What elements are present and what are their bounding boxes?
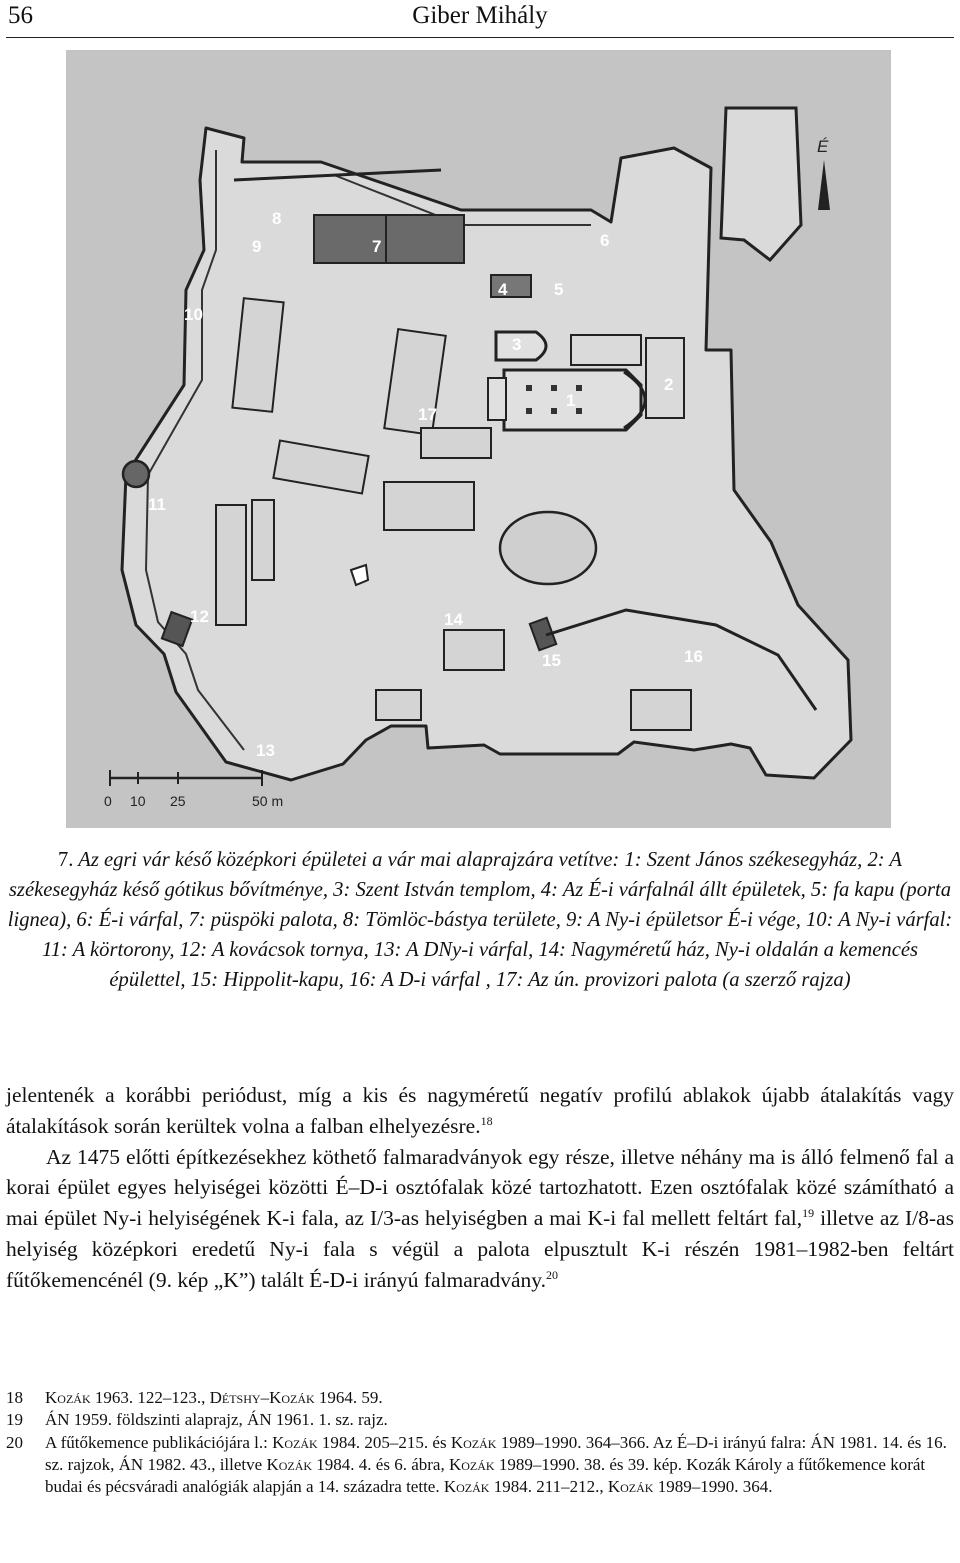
scale-bar xyxy=(104,770,283,809)
north-arrow-icon xyxy=(817,137,830,210)
footnote-text: 1964. 59. xyxy=(314,1388,383,1407)
footnote-text: 1989–1990. 364–366. Az É–D-i irányú falra: ÁN 1981. 14. és 16. sz. rajzok, ÁN 1982. 43., illetve xyxy=(45,1432,947,1474)
label-1: 1 xyxy=(566,391,576,410)
label-10: 10 xyxy=(184,305,203,324)
footnote-text: 1984. 4. és 6. ábra, xyxy=(312,1454,449,1474)
bishop-palace xyxy=(314,215,464,263)
page-number: 56 xyxy=(8,2,33,29)
figure-number: 7. xyxy=(58,849,74,871)
footnote-text: Kozák xyxy=(272,1432,318,1452)
footnote-text: 1984. 205–215. és xyxy=(317,1432,451,1452)
label-15: 15 xyxy=(542,651,561,670)
label-4: 4 xyxy=(498,280,508,299)
round-tower xyxy=(123,461,149,487)
page-header xyxy=(0,0,960,40)
footnote-text: Kozák xyxy=(269,1388,315,1407)
footnote-ref[interactable]: 20 xyxy=(546,1267,559,1282)
paragraph: jelentenék a korábbi periódust, míg a kis és nagyméretű negatív profilú ablakok újabb átalakítás vagy átalakítások során kerültek volna a falban elhelyezésre.$^{18}$ xyxy=(6,1083,954,1138)
svg-text:10: 10 xyxy=(130,793,146,809)
label-5: 5 xyxy=(554,280,564,299)
footnote-text: 1984. 211–212., xyxy=(489,1477,608,1497)
label-13: 13 xyxy=(256,741,275,760)
footnote-text: 1989–1990. 38. és 39. kép. Kozák Károly a fűtőkemence korát budai és pécsváradi analógiák alapján a 14. századra tette. xyxy=(45,1454,926,1497)
footnote-text: Kozák xyxy=(443,1477,490,1497)
label-16: 16 xyxy=(684,647,703,666)
label-6: 6 xyxy=(600,231,610,250)
footnote-number: 20 xyxy=(6,1432,23,1452)
label-3: 3 xyxy=(512,335,522,354)
footnote-text: ÁN 1959. földszinti alaprajz, ÁN 1961. 1. sz. rajz. xyxy=(45,1410,388,1430)
label-12: 12 xyxy=(190,607,209,626)
body-text xyxy=(6,1080,954,1296)
header-rule xyxy=(6,37,954,38)
svg-text:25: 25 xyxy=(170,793,186,809)
footnote-text: – xyxy=(260,1388,270,1407)
caption-text: Az egri vár késő középkori épületei a vár mai alaprajzára vetítve: 1: Szent János székesegyház, 2: A székesegyház késő gótikus bővítménye, 3: Szent István templom, 4: Az É-i várfalnál állt épületek, 5: fa kapu (porta lignea), 6: É-i várfal, 7: püspöki palota, 8: Tömlöc-bástya területe, 9: A Ny-i épületsor É-i vége, 10: A Ny-i várfal: 11: A körtorony, 12: A kovácsok tornya, 13: A DNy-i várfal, 14: Nagyméretű ház, Ny-i oldalán a kemencés épülettel, 15: Hippolit-kapu, 16: A D-i várfal , 17: Az ún. provizori palota (a szerző rajza) xyxy=(7,849,953,991)
label-8: 8 xyxy=(272,209,282,228)
east-wall-strip xyxy=(721,108,801,260)
label-14: 14 xyxy=(444,610,463,629)
label-17: 17 xyxy=(418,405,437,424)
svg-text:0: 0 xyxy=(104,793,112,809)
label-9: 9 xyxy=(252,237,262,256)
footnote xyxy=(6,1432,952,1499)
footnote-text: Kozák xyxy=(607,1477,654,1497)
footnote-text: Kozák xyxy=(266,1454,313,1474)
footnote-number: 18 xyxy=(6,1388,23,1407)
courtyard-oval xyxy=(500,512,596,584)
svg-text:É: É xyxy=(817,137,829,156)
svg-text:50 m: 50 m xyxy=(252,793,284,809)
castle-plan-figure xyxy=(66,50,891,828)
footnote-text: 1989–1990. 364. xyxy=(653,1477,773,1497)
footnotes xyxy=(6,1387,952,1498)
footnote xyxy=(6,1409,952,1431)
footnote-text: A fűtőkemence publikációjára l.: xyxy=(45,1432,273,1452)
label-7: 7 xyxy=(372,237,382,256)
figure-caption xyxy=(6,845,954,995)
footnote-text: Kozák xyxy=(45,1388,91,1407)
footnote-text: Détshy xyxy=(209,1388,261,1407)
footnote-number: 19 xyxy=(6,1410,23,1430)
footnote-ref[interactable]: 19 xyxy=(802,1206,815,1221)
footnote-text: Kozák xyxy=(448,1454,495,1474)
footnote-text: 1963. 122–123., xyxy=(90,1388,210,1407)
label-11: 11 xyxy=(148,495,166,514)
footnote-text: Kozák xyxy=(450,1432,497,1452)
running-head: Giber Mihály xyxy=(412,2,548,29)
footnote xyxy=(6,1387,952,1409)
castle-plan-drawing xyxy=(66,50,891,828)
label-2: 2 xyxy=(664,375,674,394)
paragraph: Az 1475 előtti építkezésekhez köthető falmaradványok egy része, illetve néhány ma is álló felmenő fal a korai épület egyes helyiségei közötti É–D-i osztófalak közé tartozhatott. Ezen osztófalak közé számítható a mai épület Ny-i helyiségének K-i fala, az I/3-as helyiségben a mai K-i fal mellett feltárt fal,$^{19}$ illetve az I/8-as helyiség középkori eredetű Ny-i fala s végül a palota elpusztult K-i részén 1981–1982-ben feltárt fűtőkemencénél (9. kép „K”) talált É-D-i irányú falmaradvány.$^{20}$ xyxy=(6,1144,954,1292)
footnote-ref[interactable]: 18 xyxy=(480,1113,493,1128)
